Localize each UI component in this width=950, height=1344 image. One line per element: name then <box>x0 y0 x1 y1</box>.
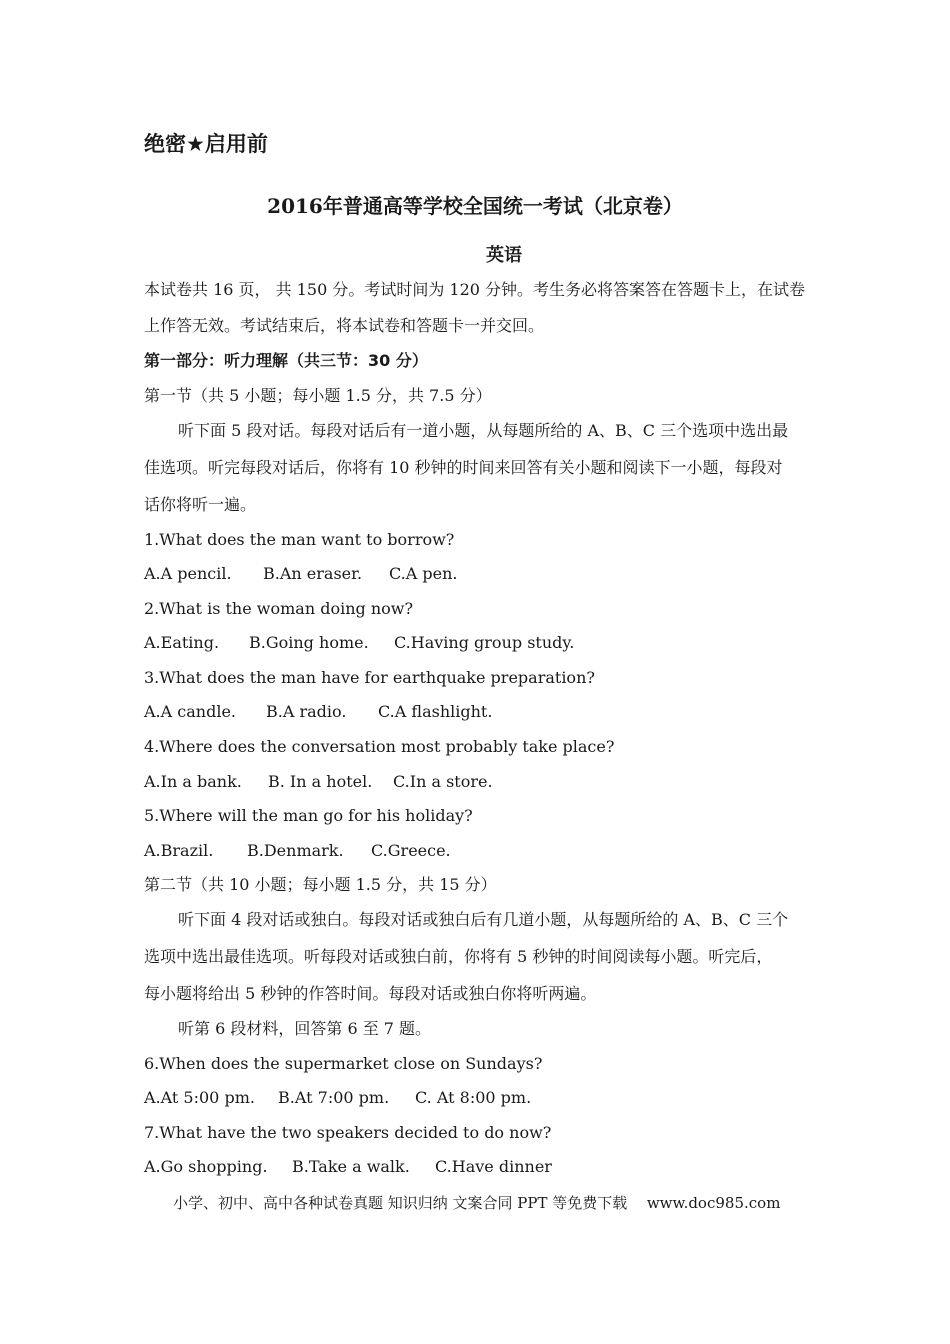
question-options <box>144 633 574 653</box>
section1-directions-line: 佳选项。听完每段对话后，你将有 10 秒钟的时间来回答有关小题和阅读下一小题，每段对 <box>144 458 783 477</box>
option-a: A.Eating. <box>144 633 220 652</box>
section2-directions-line: 选项中选出最佳选项。听每段对话或独白前，你将有 5 秒钟的时间阅读每小题。听完后， <box>144 947 773 966</box>
section2-directions-line: 听下面 4 段对话或独白。每段对话或独白后有几道小题，从每题所给的 A、B、C 三个 <box>178 910 789 929</box>
question-stem: 2.What is the woman doing now? <box>144 599 414 618</box>
section2-heading: 第二节（共 10 小题；每小题 1.5 分，共 15 分） <box>144 875 497 894</box>
option-b: B.At 7:00 pm. <box>278 1088 390 1107</box>
option-a: A.A candle. <box>144 702 236 721</box>
option-c: C.A flashlight. <box>378 702 493 721</box>
option-c: C. At 8:00 pm. <box>415 1088 532 1107</box>
question-stem: 6.When does the supermarket close on Sundays? <box>144 1054 543 1073</box>
question-options <box>144 772 493 792</box>
question-stem: 3.What does the man have for earthquake preparation? <box>144 668 595 687</box>
question-stem: 4.Where does the conversation most probably take place? <box>144 737 615 756</box>
question-options <box>144 1088 531 1108</box>
option-a: A.At 5:00 pm. <box>144 1088 255 1107</box>
option-c: C.Have dinner <box>435 1157 552 1176</box>
option-c: C.Having group study. <box>394 633 575 652</box>
section2-directions-line: 每小题将给出 5 秒钟的作答时间。每段对话或独白你将听两遍。 <box>144 984 597 1003</box>
option-c: C.In a store. <box>393 772 493 791</box>
option-b: B. In a hotel. <box>268 772 373 791</box>
subject-title: 英语 <box>486 245 522 266</box>
question-stem: 7.What have the two speakers decided to do now? <box>144 1123 552 1142</box>
option-c: C.A pen. <box>389 564 458 583</box>
footer <box>173 1192 780 1213</box>
section1-directions-line: 话你将听一遍。 <box>144 495 257 514</box>
footer-link[interactable]: www.doc985.com <box>646 1194 781 1212</box>
question-options <box>144 841 451 861</box>
part1-heading: 第一部分：听力理解（共三节：30 分） <box>144 351 428 370</box>
question-stem: 1.What does the man want to borrow? <box>144 530 455 549</box>
option-b: B.Denmark. <box>247 841 344 860</box>
question-options <box>144 702 492 722</box>
exam-title: 2016年普通高等学校全国统一考试（北京卷） <box>267 194 683 218</box>
question-options <box>144 564 458 584</box>
material-note: 听第 6 段材料，回答第 6 至 7 题。 <box>178 1019 432 1038</box>
section1-directions-line: 听下面 5 段对话。每段对话后有一道小题，从每题所给的 A、B、C 三个选项中选出最 <box>178 421 789 440</box>
option-b: B.An eraser. <box>263 564 363 583</box>
option-a: A.Go shopping. <box>144 1157 268 1176</box>
question-stem: 5.Where will the man go for his holiday? <box>144 806 473 825</box>
option-a: A.In a bank. <box>144 772 242 791</box>
classification-label: 绝密★启用前 <box>144 132 268 156</box>
instructions-line-1: 本试卷共 16 页， 共 150 分。考试时间为 120 分钟。考生务必将答案答在答题卡上，在试卷 <box>144 280 806 299</box>
option-a: A.Brazil. <box>144 841 214 860</box>
option-c: C.Greece. <box>371 841 451 860</box>
section1-heading: 第一节（共 5 小题；每小题 1.5 分，共 7.5 分） <box>144 386 492 405</box>
question-options <box>144 1157 552 1177</box>
option-b: B.Going home. <box>249 633 369 652</box>
instructions-line-2: 上作答无效。考试结束后，将本试卷和答题卡一并交回。 <box>144 316 545 335</box>
option-b: B.A radio. <box>266 702 347 721</box>
option-b: B.Take a walk. <box>292 1157 410 1176</box>
option-a: A.A pencil. <box>144 564 232 583</box>
footer-text: 小学、初中、高中各种试卷真题 知识归纳 文案合同 PPT 等免费下载 <box>173 1194 628 1212</box>
